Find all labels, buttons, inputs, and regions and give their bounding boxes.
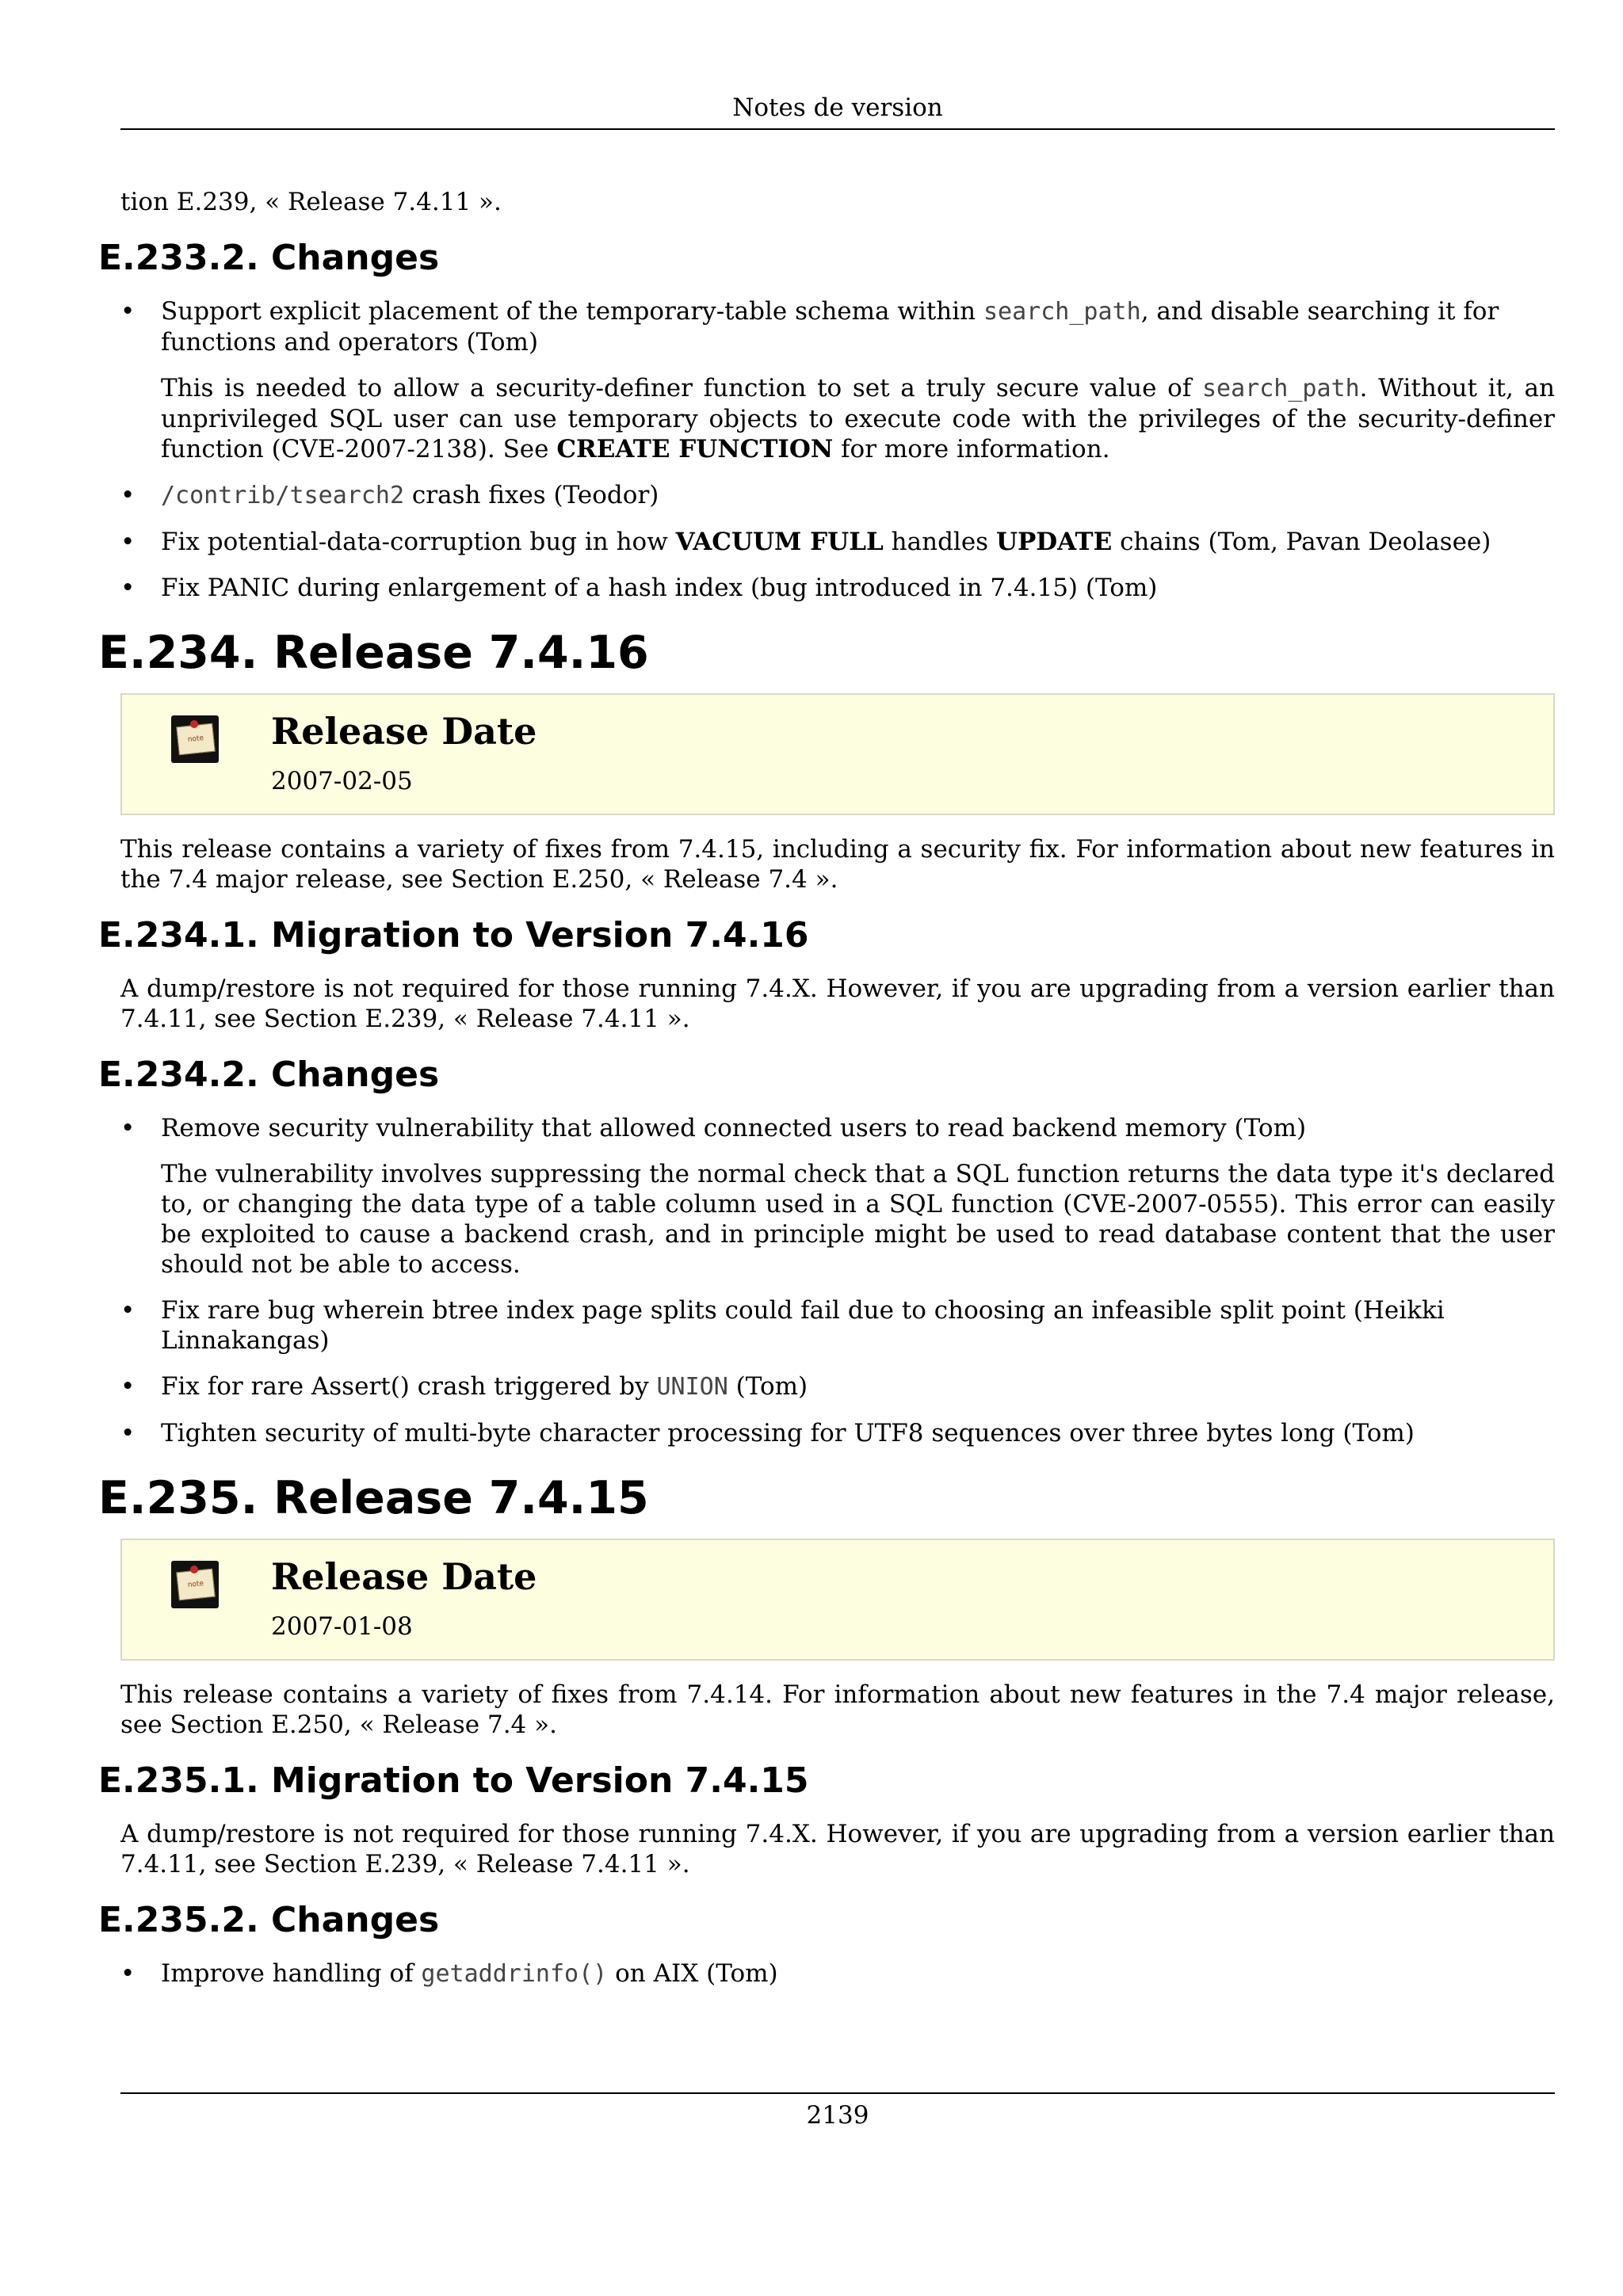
item-text: Fix PANIC during enlargement of a hash index (bug introduced in 7.4.15) (Tom) xyxy=(161,574,1158,602)
list-item xyxy=(120,1295,1555,1356)
code-search-path: search_path xyxy=(983,298,1141,326)
item-text: , and disable searching it for functions and operators (Tom) xyxy=(161,297,1499,357)
migration-text: A dump/restore is not required for those running 7.4.X. However, if you are upgrading from a version earlier than 7.4.11, see Section E.239, « Release 7.4.11 ». xyxy=(120,1820,1555,1878)
migration-text: A dump/restore is not required for those running 7.4.X. However, if you are upgrading from a version earlier than 7.4.11, see Section E.239, « Release 7.4.11 ». xyxy=(120,974,1555,1033)
release-date-note xyxy=(120,1539,1555,1661)
item-text: (Tom) xyxy=(727,1372,808,1401)
bullet-icon: • xyxy=(120,1114,136,1142)
list-item xyxy=(120,527,1555,557)
item-text: chains (Tom, Pavan Deolasee) xyxy=(1112,528,1491,556)
list-item xyxy=(120,1958,1555,1989)
release-date-note xyxy=(120,693,1555,815)
note-icon-label: note xyxy=(176,723,216,756)
bullet-icon: • xyxy=(120,1419,136,1447)
item-text: Fix rare bug wherein btree index page splits could fail due to choosing an infeasible split point (Heikki Linnakangas) xyxy=(161,1296,1445,1355)
heading-e234: E.234. Release 7.4.16 xyxy=(98,627,649,679)
page-header-title: Notes de version xyxy=(732,93,943,122)
heading-e235-1: E.235.1. Migration to Version 7.4.15 xyxy=(98,1760,809,1801)
item-text: Fix potential-data-corruption bug in how xyxy=(161,528,676,556)
release-date: 2007-01-08 xyxy=(271,1612,413,1641)
item-text: Fix for rare Assert() crash triggered by xyxy=(161,1372,657,1401)
heading-e233-2: E.233.2. Changes xyxy=(98,238,440,278)
item-text: Remove security vulnerability that allowed connected users to read backend memory (Tom) xyxy=(161,1114,1307,1142)
item-text: crash fixes (Teodor) xyxy=(404,481,659,509)
heading-e234-2: E.234.2. Changes xyxy=(98,1055,440,1095)
item-text: Support explicit placement of the temporary-table schema within xyxy=(161,297,983,326)
bullet-icon: • xyxy=(120,528,136,556)
heading-e235: E.235. Release 7.4.15 xyxy=(98,1472,649,1524)
note-icon xyxy=(171,715,219,763)
list-item xyxy=(120,296,1555,464)
page-number: 2139 xyxy=(806,2101,869,2130)
changes-list-e235-2 xyxy=(98,1958,1555,1989)
list-item xyxy=(120,480,1555,511)
heading-e234-1: E.234.1. Migration to Version 7.4.16 xyxy=(98,915,809,955)
bullet-icon: • xyxy=(120,1372,136,1401)
item-detail xyxy=(161,373,1555,464)
bullet-icon: • xyxy=(120,1296,136,1325)
changes-list-e234-2 xyxy=(98,1113,1555,1448)
bullet-icon: • xyxy=(120,574,136,602)
code-getaddrinfo: getaddrinfo() xyxy=(421,1960,608,1988)
bullet-icon: • xyxy=(120,481,136,509)
item-text: Improve handling of xyxy=(161,1959,422,1988)
intro-tail-text: tion E.239, « Release 7.4.11 ». xyxy=(120,188,502,216)
list-item xyxy=(120,1418,1555,1448)
release-intro: This release contains a variety of fixes from 7.4.15, including a security fix. For information about new features in the 7.4 major release, see Section E.250, « Release 7.4 ». xyxy=(120,835,1555,894)
detail-text: for more information. xyxy=(833,435,1110,463)
note-title: Release Date xyxy=(271,1555,537,1598)
list-item xyxy=(120,1371,1555,1402)
code-search-path: search_path xyxy=(1201,375,1360,402)
footer-rule xyxy=(120,2092,1555,2094)
note-icon xyxy=(171,1561,219,1608)
update-command: UPDATE xyxy=(995,528,1113,556)
header-rule xyxy=(120,128,1555,130)
detail-text: . Without it, an unprivileged SQL user can use temporary objects to execute code with the privileges of the security-definer function (CVE-2007-2138). See xyxy=(161,374,1555,463)
list-item xyxy=(120,1113,1555,1280)
note-title: Release Date xyxy=(271,710,537,753)
heading-e235-2: E.235.2. Changes xyxy=(98,1900,440,1940)
pin-icon xyxy=(190,1566,198,1573)
code-contrib-tsearch2: /contrib/tsearch2 xyxy=(161,482,405,509)
item-text: Tighten security of multi-byte character processing for UTF8 sequences over three bytes long (Tom) xyxy=(161,1419,1415,1447)
detail-text: This is needed to allow a security-definer function to set a truly secure value of xyxy=(161,374,1202,402)
item-text: on AIX (Tom) xyxy=(607,1959,778,1988)
vacuum-full-command: VACUUM FULL xyxy=(675,528,884,556)
changes-list-e233-2 xyxy=(98,296,1555,603)
note-icon-label: note xyxy=(176,1569,216,1601)
list-item xyxy=(120,573,1555,603)
release-intro: This release contains a variety of fixes from 7.4.14. For information about new features in the 7.4 major release, see Section E.250, « Release 7.4 ». xyxy=(120,1680,1555,1739)
create-function-ref: CREATE FUNCTION xyxy=(556,435,834,463)
bullet-icon: • xyxy=(120,297,136,326)
item-detail: The vulnerability involves suppressing the normal check that a SQL function returns the data type it's declared to, or changing the data type of a table column used in a SQL function (CVE-2007-0555). This error can easily be exploited to cause a backend crash, and in principle might be used to read database content that the user should not be able to access. xyxy=(161,1160,1555,1279)
page-content xyxy=(98,187,1555,2005)
code-union: UNION xyxy=(656,1373,728,1401)
pin-icon xyxy=(190,720,198,728)
bullet-icon: • xyxy=(120,1959,136,1988)
item-text: handles xyxy=(883,528,996,556)
release-date: 2007-02-05 xyxy=(271,767,413,795)
